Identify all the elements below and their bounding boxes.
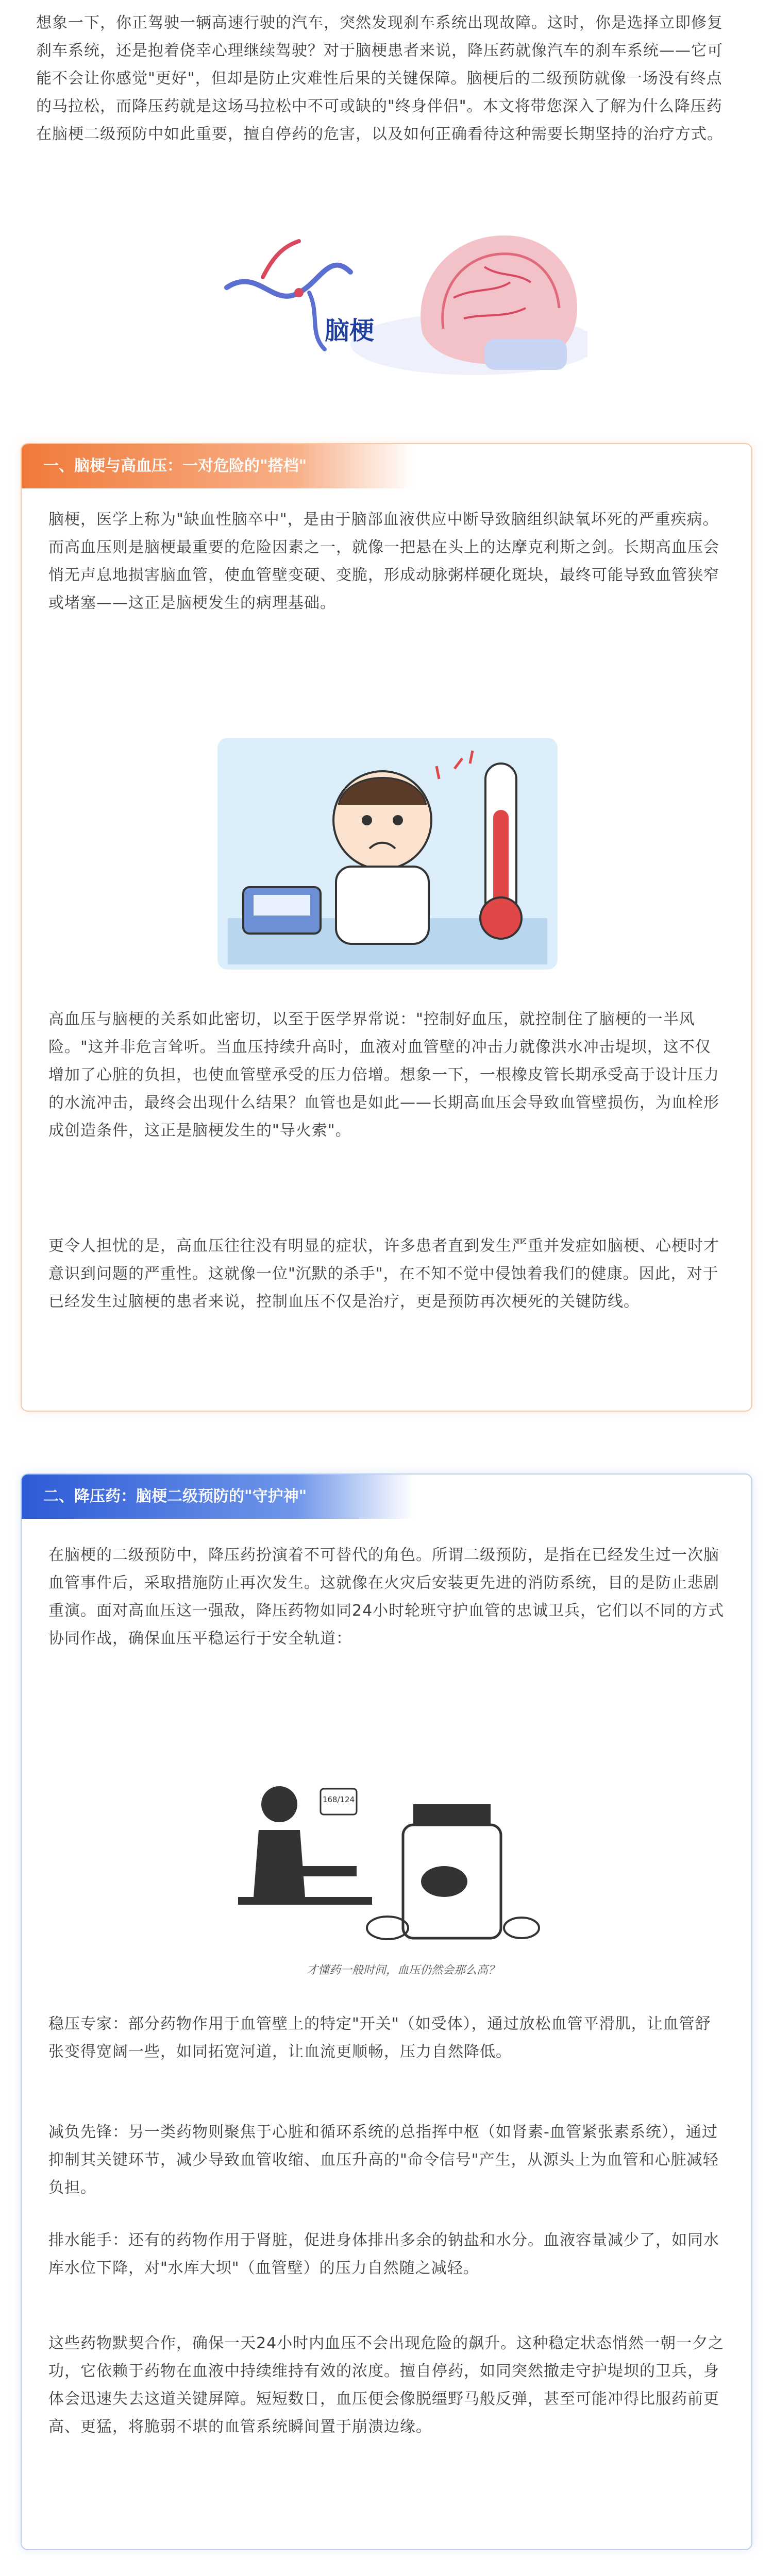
section2-paragraph-2: 稳压专家：部分药物作用于血管壁上的特定"开关"（如受体），通过放松血管平滑肌，让血管舒张变得宽阔一些，如同拓宽河道，让血流更顺畅，压力自然降低。 — [48, 2015, 711, 2061]
section1-paragraph-2: 高血压与脑梗的关系如此密切，以至于医学界常说："控制好血压，就控制住了脑梗的一半风险。"这并非危言耸听。当血压持续升高时，血液对血管壁的冲击力就像洪水冲击堤坝，这不仅增加了心脏的负担，也使血管壁承受的压力倍增。想象一下，一根橡皮管长期承受高于设计压力的水流冲击，最终会出现什么结果？血管也是如此——长期高血压会导致血管壁损伤，为血栓形成创造条件，这正是脑梗发生的"导火索"。 — [48, 1010, 719, 1140]
section2-paragraph-4: 排水能手：还有的药物作用于肾脏，促进身体排出多余的钠盐和水分。血液容量减少了，如同水库水位下降，对"水库大坝"（血管壁）的压力自然随之减轻。 — [48, 2231, 719, 2277]
bp-reading: 168/124 — [322, 1795, 355, 1804]
section2-paragraph-1: 在脑梗的二级预防中，降压药扮演着不可替代的角色。所谓二级预防，是指在已经发生过一次脑血管事件后，采取措施防止再次发生。这就像在火灾后安装更先进的消防系统，目的是防止悲剧重演。面对高血压这一强敌，降压药物如同24小时轮班守护血管的忠诚卫兵，它们以不同的方式协同作战，确保血压平稳运行于安全轨道： — [48, 1546, 725, 1648]
brain-vessel-icon — [196, 210, 587, 401]
section-heading-1: 一、脑梗与高血压：一对危险的"搭档" — [22, 444, 413, 488]
section1-paragraph-3: 更令人担忧的是，高血压往往没有明显的症状，许多患者直到发生严重并发症如脑梗、心梗时才意识到问题的严重性。这就像一位"沉默的杀手"，在不知不觉中侵蚀着我们的健康。因此，对于已经发生过脑梗的患者来说，控制血压不仅是治疗，更是预防再次梗死的关键防线。 — [48, 1237, 719, 1311]
medication-caption: 才懂药一般时间，血压仍然会那么高？ — [306, 1964, 499, 1977]
intro-paragraph: 想象一下，你正驾驶一辆高速行驶的汽车，突然发现刹车系统出现故障。这时，你是选择立即修复刹车系统，还是抱着侥幸心理继续驾驶？对于脑梗患者来说，降压药就像汽车的刹车系统——它可能不会让你感觉"更好"，但却是防止灾难性后果的关键保障。脑梗后的二级预防就像一场没有终点的马拉松，而降压药就是这场马拉松中不可或缺的"终身伴侣"。本文将带您深入了解为什么降压药在脑梗二级预防中如此重要，擅自停药的危害，以及如何正确看待这种需要长期坚持的治疗方式。 — [36, 14, 723, 143]
hero-title: 脑梗 — [325, 316, 375, 345]
hero-illustration — [196, 210, 587, 401]
section-card-2 — [21, 1473, 752, 2550]
section-card-1 — [21, 443, 752, 1412]
pill-bottle-icon — [217, 1763, 558, 1979]
section2-paragraph-5: 这些药物默契合作，确保一天24小时内血压不会出现危险的飙升。这种稳定状态悄然一朝一夕之功，它依赖于药物在血液中持续维持有效的浓度。擅自停药，如同突然撤走守护堤坝的卫兵，身体会迅速失去这道关键屏障。短短数日，血压便会像脱缰野马般反弹，甚至可能冲得比服药前更高、更猛，将脆弱不堪的血管系统瞬间置于崩溃边缘。 — [48, 2334, 725, 2436]
bp-measurement-icon — [212, 733, 563, 975]
section1-paragraph-1: 脑梗，医学上称为"缺血性脑卒中"，是由于脑部血液供应中断导致脑组织缺氧坏死的严重疾病。而高血压则是脑梗最重要的危险因素之一，就像一把悬在头上的达摩克利斯之剑。长期高血压会悄无声息地损害脑血管，使血管壁变硬、变脆，形成动脉粥样硬化斑块，最终可能导致血管狭窄或堵塞——这正是脑梗发生的病理基础。 — [48, 511, 719, 612]
section2-paragraph-3: 减负先锋：另一类药物则聚焦于心脏和循环系统的总指挥中枢（如肾素-血管紧张素系统），通过抑制其关键环节，减少导致血管收缩、血压升高的"命令信号"产生，从源头上为血管和心脏减轻负担。 — [48, 2123, 719, 2197]
medication-illustration — [217, 1763, 558, 1979]
section-heading-2: 二、降压药：脑梗二级预防的"守护神" — [22, 1475, 413, 1519]
hypertension-illustration — [212, 733, 563, 975]
